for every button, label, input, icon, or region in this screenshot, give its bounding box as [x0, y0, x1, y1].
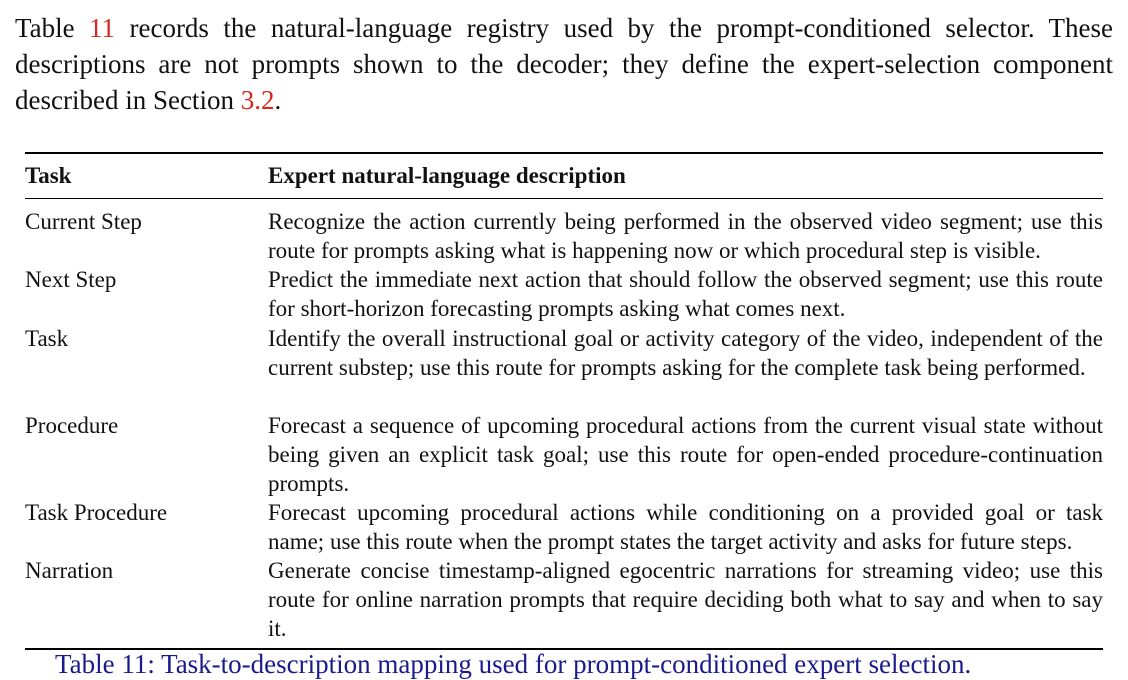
- row-description: Forecast upcoming procedural actions while conditioning on a provided goal or task name; use this route when the prompt states the target activity and asks for future steps.: [268, 500, 1103, 554]
- table-top-rule: [25, 152, 1103, 154]
- row-description: Generate concise timestamp-aligned egocentric narrations for streaming video; use this route for online narration prompts that require deciding both what to say and when to say it.: [268, 558, 1103, 641]
- row-description: Recognize the action currently being performed in the observed video segment; use this route for prompts asking what is happening now or which procedural step is visible.: [268, 209, 1103, 263]
- table-header-rule: [25, 198, 1103, 199]
- intro-text-2: records the natural-language registry used by the prompt-conditioned selector. These descriptions are not prompts shown to the decoder; they define the expert-selection component described in Section: [15, 13, 1114, 115]
- row-task: Next Step: [25, 267, 117, 292]
- intro-text-1: Table: [15, 13, 90, 43]
- row-description: Predict the immediate next action that should follow the observed segment; use this route for short-horizon forecasting prompts asking what comes next.: [268, 267, 1103, 321]
- header-task: Task: [25, 163, 72, 188]
- row-task: Task Procedure: [25, 500, 168, 525]
- row-description: Forecast a sequence of upcoming procedural actions from the current visual state without being given an explicit task goal; use this route for open-ended procedure-continuation prompts.: [268, 413, 1103, 496]
- intro-paragraph: [15, 10, 1113, 118]
- row-task: Current Step: [25, 209, 142, 234]
- row-description: Identify the overall instructional goal or activity category of the video, independent of the current substep; use this route for prompts asking for the complete task being performed.: [268, 326, 1103, 380]
- header-description: Expert natural-language description: [268, 163, 626, 188]
- row-task: Narration: [25, 558, 114, 583]
- row-task: Task: [25, 326, 69, 351]
- section-reference-link[interactable]: 3.2: [240, 85, 275, 115]
- table-reference-link[interactable]: 11: [89, 13, 116, 43]
- table-caption: Table 11: Task-to-description mapping used for prompt-conditioned expert selection.: [55, 649, 972, 679]
- row-task: Procedure: [25, 413, 119, 438]
- intro-text-3: .: [274, 85, 282, 115]
